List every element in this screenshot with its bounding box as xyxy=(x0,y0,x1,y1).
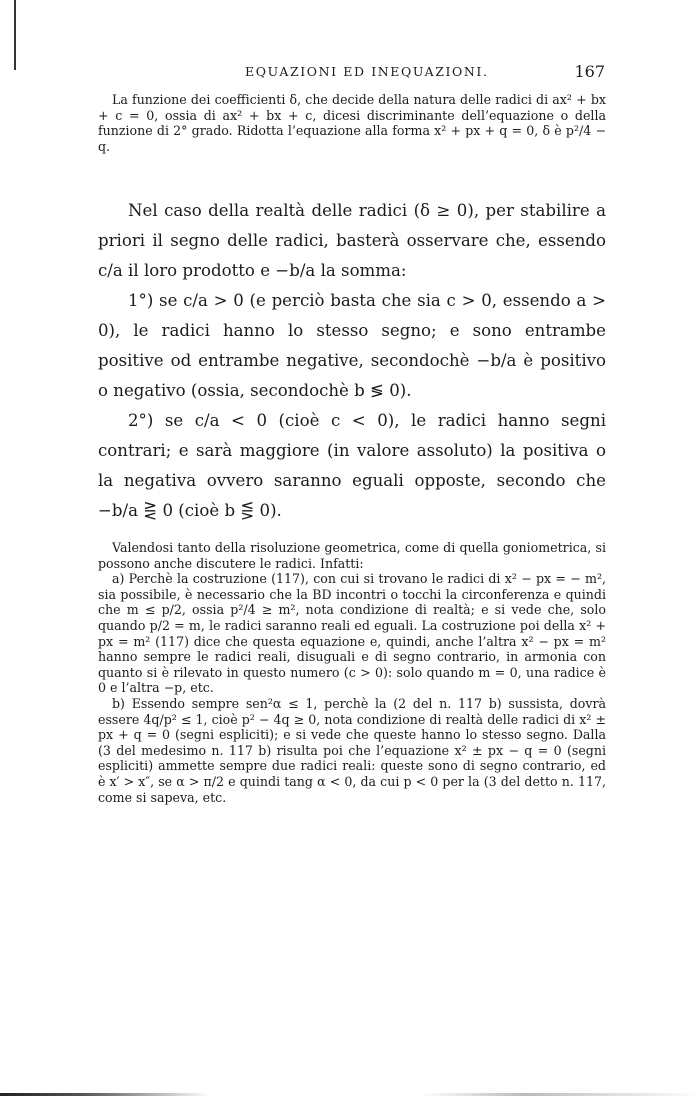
page-number: 167 xyxy=(574,62,605,81)
discussion-item-b: b) Essendo sempre sen²α ≤ 1, perchè la (2 del n. 117 b) sussista, dovrà essere 4q/p² ≤ 1, cioè p² − 4q ≥ 0, nota condizione di realtà delle radici di x² ± px + q = 0 (segni espliciti); e si vede che queste hanno lo stesso segno. Dalla (3 del medesimo n. 117 b) risulta poi che l’equazione x² ± px − q = 0 (segni espliciti) ammette sempre due radici reali: queste sono di segno contrario, ed è x′ > x″, se α > π/2 e quindi tang α < 0, da cui p < 0 per la (3 del detto n. 117, come si sapeva, etc. xyxy=(98,695,606,805)
reality-paragraph: Nel caso della realtà delle radici (δ ≥ 0), per stabilire a priori il segno delle radici, basterà osservare che, essendo c/a il loro prodotto e −b/a la somma: xyxy=(98,201,606,280)
discussion-item-a: a) Perchè la costruzione (117), con cui si trovano le radici di x² − px = − m², sia possibile, è necessario che la BD incontri o tocchi la circonferenza e quindi che m ≤ p/2, ossia p²/4 ≥ m², nota condizione di realtà; e si vede che, solo quando p/2 = m, le radici saranno reali ed eguali. La costruzione poi della x² + px = m² (117) dice che questa equazione e, quindi, anche l’altra x² − px = m² hanno sempre le radici reali, disuguali e di segno contrario, in armonia con quanto si è rilevato in questo numero (c > 0): solo quando m = 0, una radice è 0 e l’altra −p, etc. xyxy=(98,571,606,696)
running-title: EQUAZIONI ED INEQUAZIONI. xyxy=(245,64,489,79)
scan-edge-left xyxy=(14,0,16,70)
scan-edge-bottom xyxy=(0,1093,700,1096)
case-positive-product: 1°) se c/a > 0 (e perciò basta che sia c > 0, essendo a > 0), le radici hanno lo stesso segno; e sono entrambe positive od entrambe negative, secondochè −b/a è positivo o negativo (ossia, secondochè b ≶ 0). xyxy=(98,291,606,400)
intro-paragraph xyxy=(98,92,606,154)
case-negative-product: 2°) se c/a < 0 (cioè c < 0), le radici hanno segni contrari; e sarà maggiore (in valore assoluto) la positiva o la negativa ovvero saranno eguali opposte, secondo che −b/a ⋛ 0 (cioè b ⋚ 0). xyxy=(98,411,606,520)
discussion-intro: Valendosi tanto della risoluzione geometrica, come di quella goniometrica, si possono anche discutere le radici. Infatti: xyxy=(98,540,606,571)
page-header xyxy=(245,62,605,86)
discussion-section xyxy=(98,540,606,805)
main-section xyxy=(98,196,606,526)
intro-text: La funzione dei coefficienti δ, che decide della natura delle radici di ax² + bx + c = 0, ossia di ax² + bx + c, dicesi discriminante dell’equazione o della funzione di 2° grado. Ridotta l’equazione alla forma x² + px + q = 0, δ è p²/4 − q. xyxy=(98,92,606,154)
